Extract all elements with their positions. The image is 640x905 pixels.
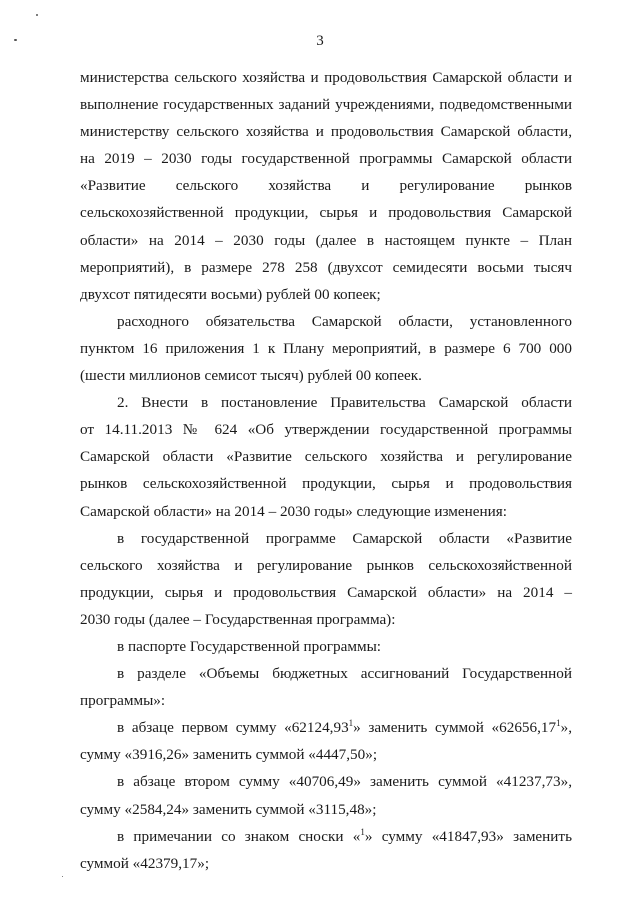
text-line: суммой «42379,17»;: [80, 854, 210, 872]
paragraph: [80, 768, 572, 822]
paragraph: [80, 308, 572, 389]
paragraph: [80, 714, 572, 768]
paragraph: [80, 64, 572, 308]
text-fragment: в примечании со знаком сноски «: [117, 827, 361, 845]
text-line: сумму «2584,24» заменить суммой «3115,48»;: [80, 800, 377, 818]
text-line: в паспорте Государственной программы:: [117, 637, 382, 655]
text-line: [80, 714, 572, 741]
text-line: мероприятий), в размере 278 258 (двухсот семидесяти восьми тысяч: [80, 258, 572, 276]
text-line: 2. Внести в постановление Правительства Самарской области: [117, 394, 572, 412]
paragraph: [80, 525, 572, 633]
document-body: [80, 64, 572, 877]
text-fragment: »,: [560, 719, 572, 737]
text-line: «Развитие сельского хозяйства и регулирование рынков: [80, 177, 572, 195]
text-line: пунктом 16 приложения 1 к Плану мероприятий, в размере 6 700 000: [80, 339, 572, 357]
text-line: программы»:: [80, 692, 166, 710]
text-line: министерству сельского хозяйства и продовольствия Самарской области,: [80, 123, 572, 141]
text-fragment: » заменить суммой «62656,17: [353, 719, 557, 737]
text-line: рынков сельскохозяйственной продукции, сырья и продовольствия: [80, 475, 572, 493]
paragraph: [80, 389, 572, 524]
scan-speck: [36, 14, 38, 16]
text-line: в разделе «Объемы бюджетных ассигнований Государственной: [117, 665, 572, 683]
text-line: сельского хозяйства и регулирование рынков сельскохозяйственной: [80, 556, 572, 574]
text-line: сельскохозяйственной продукции, сырья и продовольствия Самарской: [80, 204, 572, 222]
text-line: Самарской области «Развитие сельского хозяйства и регулирование: [80, 448, 572, 466]
footnote-marker: 1: [556, 718, 561, 729]
text-line: министерства сельского хозяйства и продовольствия Самарской области и: [80, 69, 572, 86]
text-fragment: в абзаце первом сумму «62124,93: [117, 719, 349, 737]
text-line: в государственной программе Самарской области «Развитие: [117, 529, 572, 547]
text-fragment: » сумму «41847,93» заменить: [364, 827, 572, 845]
text-line: Самарской области» на 2014 – 2030 годы» следующие изменения:: [80, 502, 507, 520]
text-line: выполнение государственных заданий учреждениями, подведомственными: [80, 96, 572, 114]
footnote-marker: 1: [360, 826, 365, 837]
paragraph: [80, 633, 572, 660]
page-number: 3: [316, 33, 324, 49]
text-line: расходного обязательства Самарской области, установленного: [117, 312, 572, 330]
text-line: на 2019 – 2030 годы государственной программы Самарской области: [80, 150, 572, 168]
paragraph: [80, 823, 572, 877]
text-line: от 14.11.2013 № 624 «Об утверждении государственной программы: [80, 421, 572, 439]
text-line: 2030 годы (далее – Государственная программа):: [80, 610, 396, 628]
scan-speck: [62, 876, 63, 877]
footnote-marker: 1: [348, 718, 354, 729]
text-line: сумму «3916,26» заменить суммой «4447,50»;: [80, 746, 378, 764]
text-line: в абзаце втором сумму «40706,49» заменить суммой «41237,73»,: [117, 773, 572, 791]
text-line: (шести миллионов семисот тысяч) рублей 00 копеек.: [80, 367, 422, 385]
text-line: области» на 2014 – 2030 годы (далее в настоящем пункте – План: [80, 231, 572, 249]
text-line: продукции, сырья и продовольствия Самарской области» на 2014 –: [80, 583, 572, 601]
paragraph: [80, 660, 572, 714]
text-line: двухсот пятидесяти восьми) рублей 00 копеек;: [80, 285, 381, 303]
text-line: [80, 823, 572, 850]
